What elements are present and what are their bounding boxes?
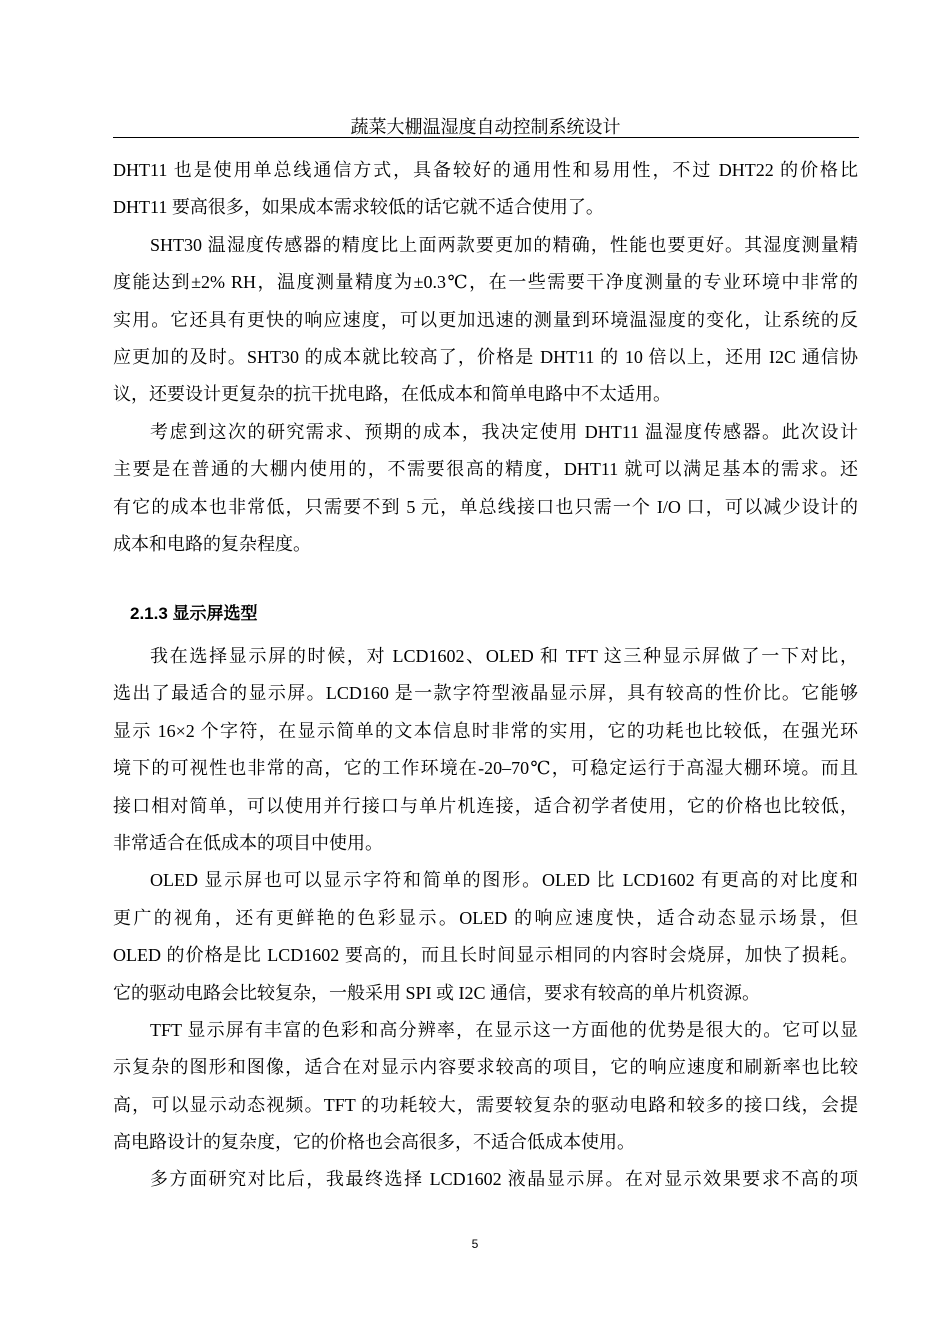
paragraph xyxy=(113,1012,858,1162)
section-heading: 2.1.3 显示屏选型 xyxy=(130,604,258,623)
text-line: SHT30 温湿度传感器的精度比上面两款要更加的精确，性能也要更好。其湿度测量精 xyxy=(150,234,858,255)
text-line: 高，可以显示动态视频。TFT 的功耗较大，需要较复杂的驱动电路和较多的接口线，会提 xyxy=(113,1094,858,1115)
text-line: 非常适合在低成本的项目中使用。 xyxy=(113,832,383,853)
page-number: 5 xyxy=(471,1237,479,1251)
text-line: 显示 16×2 个字符，在显示简单的文本信息时非常的实用，它的功耗也比较低，在强光环 xyxy=(113,720,858,741)
paragraph xyxy=(113,414,858,564)
text-line: 议，还要设计更复杂的抗干扰电路，在低成本和简单电路中不太适用。 xyxy=(113,384,671,405)
text-line: 接口相对简单，可以使用并行接口与单片机连接，适合初学者使用，它的价格也比较低， xyxy=(113,795,858,816)
text-line: 示复杂的图形和图像，适合在对显示内容要求较高的项目，它的响应速度和刷新率也比较 xyxy=(113,1057,858,1078)
text-line: 境下的可视性也非常的高，它的工作环境在-20–70℃，可稳定运行于高湿大棚环境。而且 xyxy=(113,758,858,779)
running-header: 蔬菜大棚温湿度自动控制系统设计 xyxy=(350,117,621,137)
body-section-sensors xyxy=(113,152,858,563)
paragraph xyxy=(113,862,858,1012)
text-line: TFT 显示屏有丰富的色彩和高分辨率，在显示这一方面他的优势是很大的。它可以显 xyxy=(150,1019,858,1040)
paragraph xyxy=(113,1161,858,1198)
text-line: 成本和电路的复杂程度。 xyxy=(113,533,311,554)
text-line: 应更加的及时。SHT30 的成本就比较高了，价格是 DHT11 的 10 倍以上，还用 I2C 通信协 xyxy=(113,346,858,367)
body-section-displays xyxy=(113,638,858,1199)
text-line: OLED 的价格是比 LCD1602 要高的，而且长时间显示相同的内容时会烧屏，加快了损耗。 xyxy=(113,945,858,966)
text-line: 主要是在普通的大棚内使用的，不需要很高的精度，DHT11 就可以满足基本的需求。还 xyxy=(113,459,858,480)
text-line: DHT11 也是使用单总线通信方式，具备较好的通用性和易用性，不过 DHT22 的价格比 xyxy=(113,160,858,180)
text-line: 考虑到这次的研究需求、预期的成本，我决定使用 DHT11 温湿度传感器。此次设计 xyxy=(150,421,858,442)
text-line: 我在选择显示屏的时候，对 LCD1602、OLED 和 TFT 这三种显示屏做了一下对比， xyxy=(150,646,858,666)
text-line: 选出了最适合的显示屏。LCD160 是一款字符型液晶显示屏，具有较高的性价比。它能够 xyxy=(113,683,858,704)
paragraph xyxy=(113,152,858,227)
paragraph xyxy=(113,638,858,862)
text-line: 有它的成本也非常低，只需要不到 5 元，单总线接口也只需一个 I/O 口，可以减少设计的 xyxy=(113,496,858,517)
text-line: DHT11 要高很多，如果成本需求较低的话它就不适合使用了。 xyxy=(113,197,604,218)
paragraph xyxy=(113,227,858,414)
text-line: 它的驱动电路会比较复杂，一般采用 SPI 或 I2C 通信，要求有较高的单片机资源。 xyxy=(113,982,761,1003)
header-rule xyxy=(113,137,859,138)
text-line: OLED 显示屏也可以显示字符和简单的图形。OLED 比 LCD1602 有更高的对比度和 xyxy=(150,870,858,891)
text-line: 多方面研究对比后，我最终选择 LCD1602 液晶显示屏。在对显示效果要求不高的项 xyxy=(150,1169,858,1190)
text-line: 实用。它还具有更快的响应速度，可以更加迅速的测量到环境温湿度的变化，让系统的反 xyxy=(113,309,858,330)
text-line: 更广的视角，还有更鲜艳的色彩显示。OLED 的响应速度快，适合动态显示场景，但 xyxy=(113,907,858,928)
text-line: 高电路设计的复杂度，它的价格也会高很多，不适合低成本使用。 xyxy=(113,1132,635,1153)
text-line: 度能达到±2% RH，温度测量精度为±0.3℃，在一些需要干净度测量的专业环境中非常的 xyxy=(113,272,858,293)
